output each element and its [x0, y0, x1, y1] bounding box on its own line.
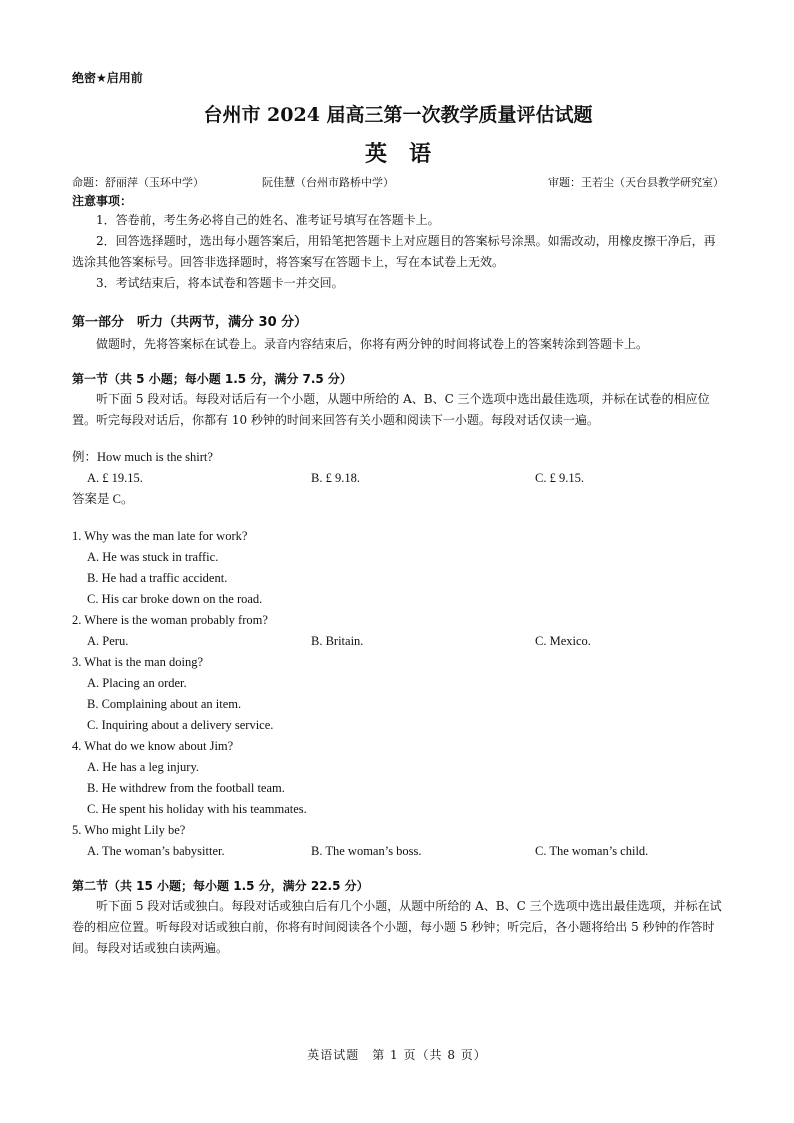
option-c: C. The woman’s child.: [535, 844, 649, 858]
notice-item: 2．回答选择题时，选出每小题答案后，用铅笔把答题卡上对应题目的答案标号涂黑。如需改动，用橡皮擦干净后，再选涂其他答案标号。回答非选择题时，将答案写在答题卡上，写在本试卷上无效。: [72, 234, 716, 269]
question-1-stem: 1. Why was the man late for work?: [72, 529, 248, 543]
option-c: C. Mexico.: [535, 634, 591, 648]
page-footer: 英语试题 第 1 页（共 8 页）: [307, 1048, 487, 1062]
notice-item: 3．考试结束后，将本试卷和答题卡一并交回。: [96, 276, 344, 290]
question-4-stem: 4. What do we know about Jim?: [72, 739, 234, 753]
option-c: C. £ 9.15.: [535, 471, 584, 485]
question-5-stem: 5. Who might Lily be?: [72, 823, 186, 837]
question-2-stem: 2. Where is the woman probably from?: [72, 613, 268, 627]
exam-page: [72, 68, 724, 959]
author-1: 命题：舒丽萍（玉环中学）: [72, 176, 204, 189]
question-5-options: [72, 841, 724, 862]
part1-intro: 做题时，先将答案标在试卷上。录音内容结束后，你将有两分钟的时间将试卷上的答案转涂到答题卡上。: [96, 337, 649, 351]
option-b: B. Britain.: [311, 634, 364, 648]
section2-intro: 听下面 5 段对话或独白。每段对话或独白后有几个小题，从题中所给的 A、B、C 三个选项中选出最佳选项，并标在试卷的相应位置。听每段对话或独白前，你将有时间阅读各个小题，每小题 5 秒钟；听完后，各小题将给出 5 秒钟的作答时间。每段对话或独白读两遍。: [72, 899, 722, 955]
example-answer: 答案是 C。: [72, 492, 134, 506]
option-c: C. He spent his holiday with his teammates.: [87, 802, 307, 816]
example-question: 例：How much is the shirt?: [72, 450, 213, 464]
subject-title: 英语: [364, 141, 453, 167]
option-a: A. Peru.: [87, 634, 129, 648]
notice-item: 1．答卷前，考生务必将自己的姓名、准考证号填写在答题卡上。: [96, 213, 440, 227]
reviewer: 审题：王若尘（天台县教学研究室）: [548, 176, 724, 189]
option-b: B. Complaining about an item.: [87, 697, 242, 711]
exam-title: 台州市 2024 届高三第一次教学质量评估试题: [203, 104, 593, 126]
notice-heading: 注意事项：: [72, 194, 133, 208]
option-a: A. He was stuck in traffic.: [87, 550, 219, 564]
authors-line: [72, 174, 724, 192]
option-a: A. £ 19.15.: [87, 471, 143, 485]
option-b: B. £ 9.18.: [311, 471, 360, 485]
section2-heading: 第二节（共 15 小题；每小题 1.5 分，满分 22.5 分）: [72, 879, 369, 893]
section1-intro: 听下面 5 段对话。每段对话后有一个小题，从题中所给的 A、B、C 三个选项中选出最佳选项，并标在试卷的相应位置。听完每段对话后，你都有 10 秒钟的时间来回答有关小题和阅读下一小题。每段对话仅读一遍。: [72, 392, 710, 427]
option-c: C. His car broke down on the road.: [87, 592, 263, 606]
question-3-stem: 3. What is the man doing?: [72, 655, 203, 669]
option-b: B. He withdrew from the football team.: [87, 781, 285, 795]
confidential-mark: 绝密★启用前: [72, 71, 143, 85]
option-b: B. He had a traffic accident.: [87, 571, 228, 585]
option-c: C. Inquiring about a delivery service.: [87, 718, 274, 732]
section1-heading: 第一节（共 5 小题；每小题 1.5 分，满分 7.5 分）: [72, 372, 352, 386]
option-a: A. The woman’s babysitter.: [87, 844, 225, 858]
part1-heading: 第一部分 听力（共两节，满分 30 分）: [72, 315, 308, 330]
author-2: 阮佳慧（台州市路桥中学）: [262, 176, 394, 189]
option-a: A. He has a leg injury.: [87, 760, 200, 774]
option-b: B. The woman’s boss.: [311, 844, 422, 858]
question-2-options: [72, 631, 724, 652]
example-options: [72, 468, 724, 489]
option-a: A. Placing an order.: [87, 676, 187, 690]
